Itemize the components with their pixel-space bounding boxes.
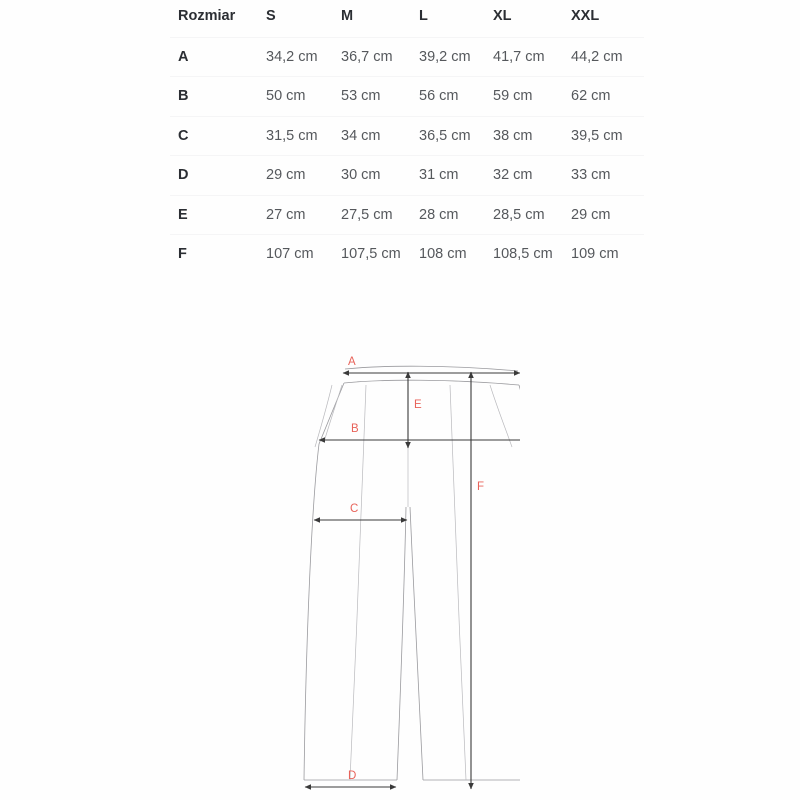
row-label-a: A [170,37,258,77]
cell-f-xxl: 109 cm [571,246,619,263]
cell-d-s: 29 cm [258,156,333,196]
cell-f-m: 107,5 cm [341,246,401,263]
dimension-e-rise [408,372,422,448]
cell-a-m: 36,7 cm [333,37,411,77]
table-row [170,37,644,77]
cell-b-m: 53 cm [333,77,411,117]
cell-c-xl: 38 cm [485,116,563,156]
row-label-e: E [170,195,258,235]
table-row [170,195,644,235]
dimension-label-b: B [351,423,359,435]
dimension-label-c: C [350,503,359,515]
cell-e-xl: 28,5 cm [485,195,563,235]
cell-c-s: 31,5 cm [258,116,333,156]
size-table [170,0,644,274]
size-table-container [170,0,644,274]
row-label-b: B [170,77,258,117]
cell-d-xl: 32 cm [485,156,563,196]
row-label-d: D [170,156,258,196]
cell-f-l: 108 cm [419,246,467,263]
table-row [170,235,644,274]
row-label-f: F [178,246,187,263]
cell-c-xxl: 39,5 cm [563,116,644,156]
dimension-f-length [471,372,484,789]
dimension-a-waist [343,356,520,373]
dimension-b-hip [319,423,520,440]
table-header-row [170,0,644,37]
cell-e-m: 27,5 cm [333,195,411,235]
dimension-d-hem [305,770,396,787]
cell-e-l: 28 cm [411,195,485,235]
cell-a-l: 39,2 cm [411,37,485,77]
cell-c-m: 34 cm [333,116,411,156]
dimension-label-a: A [348,356,356,368]
dimension-c-thigh [314,503,407,520]
column-header-xxl: XXL [563,0,644,37]
column-header-l: L [411,0,485,37]
dimension-label-e: E [414,399,422,411]
table-body [170,37,644,274]
cell-a-s: 34,2 cm [258,37,333,77]
row-label-c: C [170,116,258,156]
column-header-m: M [333,0,411,37]
column-header-xl: XL [485,0,563,37]
cell-a-xxl: 44,2 cm [563,37,644,77]
cell-b-xxl: 62 cm [563,77,644,117]
trousers-measurement-diagram [290,352,520,800]
cell-b-s: 50 cm [258,77,333,117]
dimension-label-d: D [348,770,357,782]
cell-c-l: 36,5 cm [411,116,485,156]
cell-d-m: 30 cm [333,156,411,196]
cell-b-l: 56 cm [411,77,485,117]
cell-f-xl: 108,5 cm [493,246,553,263]
trousers-technical-drawing-icon [290,352,520,800]
column-header-size-label: Rozmiar [170,0,258,37]
table-row [170,156,644,196]
table-row [170,116,644,156]
cell-d-l: 31 cm [411,156,485,196]
cell-d-xxl: 33 cm [563,156,644,196]
cell-f-s: 107 cm [266,246,314,263]
cell-a-xl: 41,7 cm [485,37,563,77]
column-header-s: S [258,0,333,37]
cell-e-s: 27 cm [258,195,333,235]
dimension-label-f: F [477,481,485,493]
table-row [170,77,644,117]
table-header [170,0,644,37]
trousers-outline [304,366,520,780]
cell-e-xxl: 29 cm [563,195,644,235]
cell-b-xl: 59 cm [485,77,563,117]
